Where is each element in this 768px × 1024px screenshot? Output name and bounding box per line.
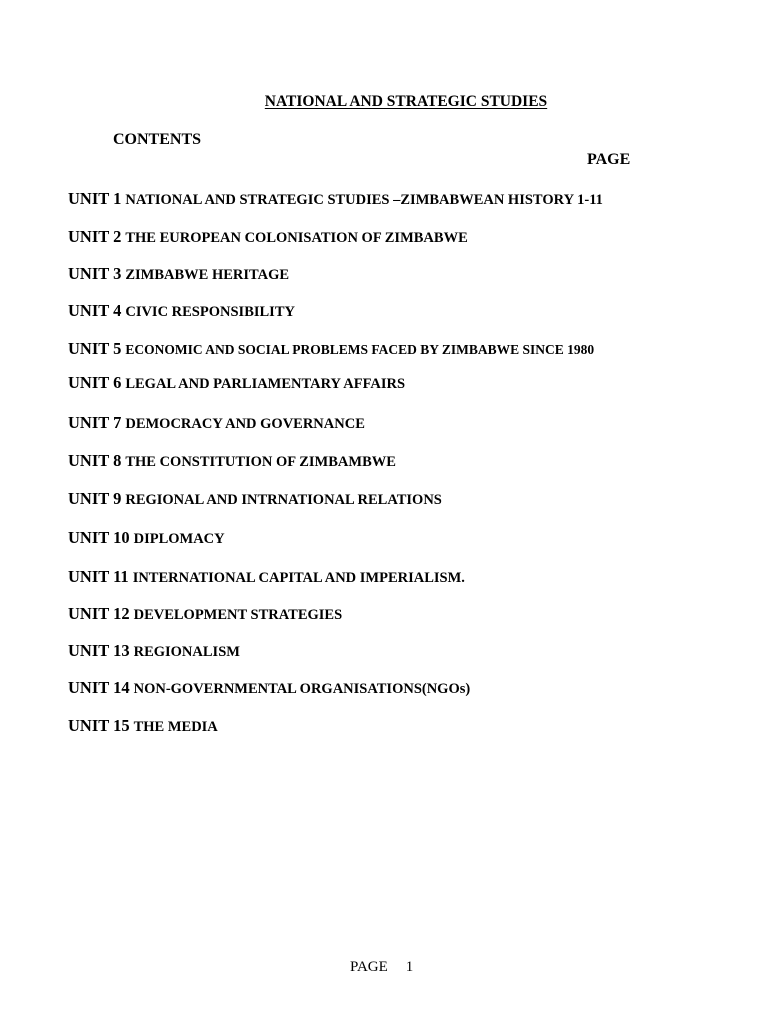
footer-page-number: 1 bbox=[405, 959, 414, 975]
page-footer bbox=[350, 959, 413, 976]
unit-number: UNIT 13 bbox=[68, 641, 130, 660]
unit-number: UNIT 7 bbox=[68, 413, 122, 432]
unit-title: LEGAL AND PARLIAMENTARY AFFAIRS bbox=[125, 376, 406, 392]
unit-title: DEMOCRACY AND GOVERNANCE bbox=[125, 416, 365, 432]
unit-number: UNIT 6 bbox=[68, 373, 122, 392]
unit-title: NON-GOVERNMENTAL ORGANISATIONS(NGOs) bbox=[133, 681, 471, 697]
unit-number: UNIT 4 bbox=[68, 301, 122, 320]
unit-title: ECONOMIC AND SOCIAL PROBLEMS FACED BY ZIMBABWE SINCE 1980 bbox=[125, 342, 595, 357]
toc-entry-unit-15 bbox=[68, 716, 218, 736]
unit-title: DIPLOMACY bbox=[133, 531, 225, 547]
toc-entry-unit-8 bbox=[68, 451, 396, 471]
unit-number: UNIT 10 bbox=[68, 528, 130, 547]
unit-number: UNIT 14 bbox=[68, 678, 130, 697]
toc-entry-unit-7 bbox=[68, 413, 365, 433]
unit-number: UNIT 2 bbox=[68, 227, 122, 246]
document-title: NATIONAL AND STRATEGIC STUDIES bbox=[264, 93, 548, 110]
unit-number: UNIT 1 bbox=[68, 189, 122, 208]
unit-title: REGIONALISM bbox=[133, 644, 240, 660]
unit-number: UNIT 9 bbox=[68, 489, 122, 508]
toc-entry-unit-13 bbox=[68, 641, 240, 661]
unit-title: INTERNATIONAL CAPITAL AND IMPERIALISM. bbox=[132, 570, 465, 586]
contents-heading: CONTENTS bbox=[113, 131, 202, 148]
unit-number: UNIT 11 bbox=[68, 567, 129, 586]
unit-title: ZIMBABWE HERITAGE bbox=[125, 267, 290, 283]
unit-title: DEVELOPMENT STRATEGIES bbox=[133, 607, 343, 623]
toc-entry-unit-10 bbox=[68, 528, 225, 548]
unit-title: NATIONAL AND STRATEGIC STUDIES –ZIMBABWEAN HISTORY 1-11 bbox=[125, 192, 603, 208]
page-column-heading: PAGE bbox=[587, 151, 631, 168]
toc-entry-unit-1 bbox=[68, 189, 603, 209]
toc-entry-unit-4 bbox=[68, 301, 295, 321]
unit-title: THE MEDIA bbox=[133, 719, 218, 735]
toc-entry-unit-5 bbox=[68, 339, 594, 359]
unit-number: UNIT 15 bbox=[68, 716, 130, 735]
toc-entry-unit-11 bbox=[68, 567, 465, 587]
unit-title: CIVIC RESPONSIBILITY bbox=[125, 304, 295, 320]
unit-number: UNIT 3 bbox=[68, 264, 122, 283]
footer-page-label: PAGE bbox=[350, 959, 388, 975]
toc-entry-unit-12 bbox=[68, 604, 342, 624]
toc-entry-unit-3 bbox=[68, 264, 289, 284]
unit-number: UNIT 8 bbox=[68, 451, 122, 470]
unit-number: UNIT 12 bbox=[68, 604, 130, 623]
unit-title: REGIONAL AND INTRNATIONAL RELATIONS bbox=[125, 492, 442, 508]
toc-entry-unit-6 bbox=[68, 373, 405, 393]
unit-title: THE EUROPEAN COLONISATION OF ZIMBABWE bbox=[125, 230, 468, 246]
toc-entry-unit-2 bbox=[68, 227, 468, 247]
toc-entry-unit-9 bbox=[68, 489, 442, 509]
unit-number: UNIT 5 bbox=[68, 339, 122, 358]
unit-title: THE CONSTITUTION OF ZIMBAMBWE bbox=[125, 454, 396, 470]
toc-entry-unit-14 bbox=[68, 678, 470, 698]
